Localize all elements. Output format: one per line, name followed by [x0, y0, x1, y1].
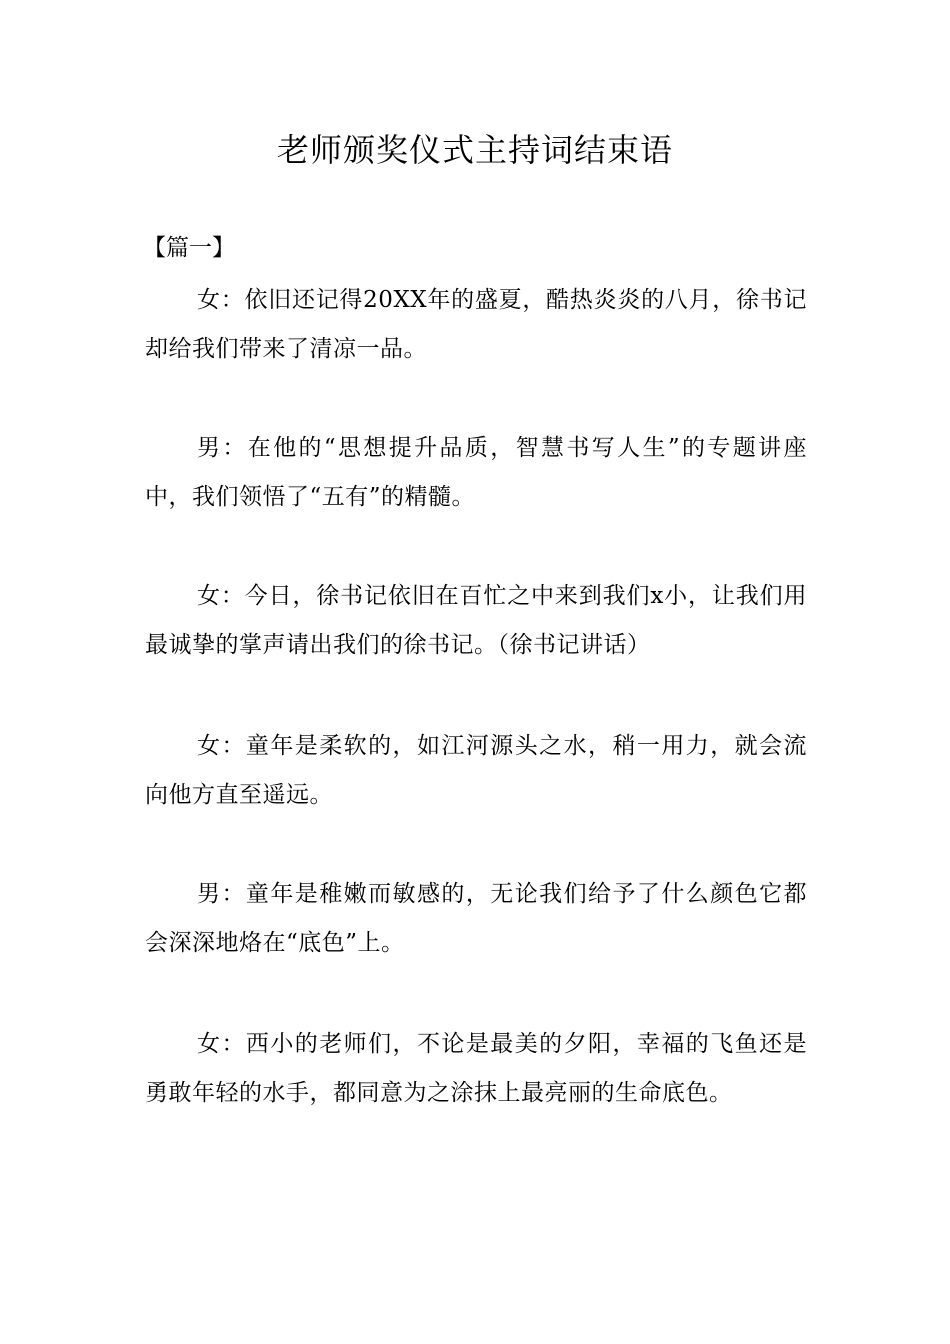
paragraph: 男：在他的“思想提升品质，智慧书写人生”的专题讲座中，我们领悟了“五有”的精髓。	[145, 435, 807, 510]
paragraph: 女：今日，徐书记依旧在百忙之中来到我们x小，让我们用最诚挚的掌声请出我们的徐书记。（徐书记讲话）	[145, 583, 807, 658]
paragraph: 女：童年是柔软的，如江河源头之水，稍一用力，就会流向他方直至遥远。	[145, 733, 807, 808]
section-label: 【篇一】	[143, 235, 235, 261]
paragraph: 男：童年是稚嫩而敏感的，无论我们给予了什么颜色它都会深深地烙在“底色”上。	[145, 881, 807, 956]
paragraph: 女：西小的老师们，不论是最美的夕阳，幸福的飞鱼还是勇敢年轻的水手，都同意为之涂抹上最亮丽的生命底色。	[145, 1031, 807, 1106]
paragraph: 女：依旧还记得20XX年的盛夏，酷热炎炎的八月，徐书记却给我们带来了清凉一品。	[145, 287, 807, 362]
document-title: 老师颁奖仪式主持词结束语	[276, 131, 673, 169]
